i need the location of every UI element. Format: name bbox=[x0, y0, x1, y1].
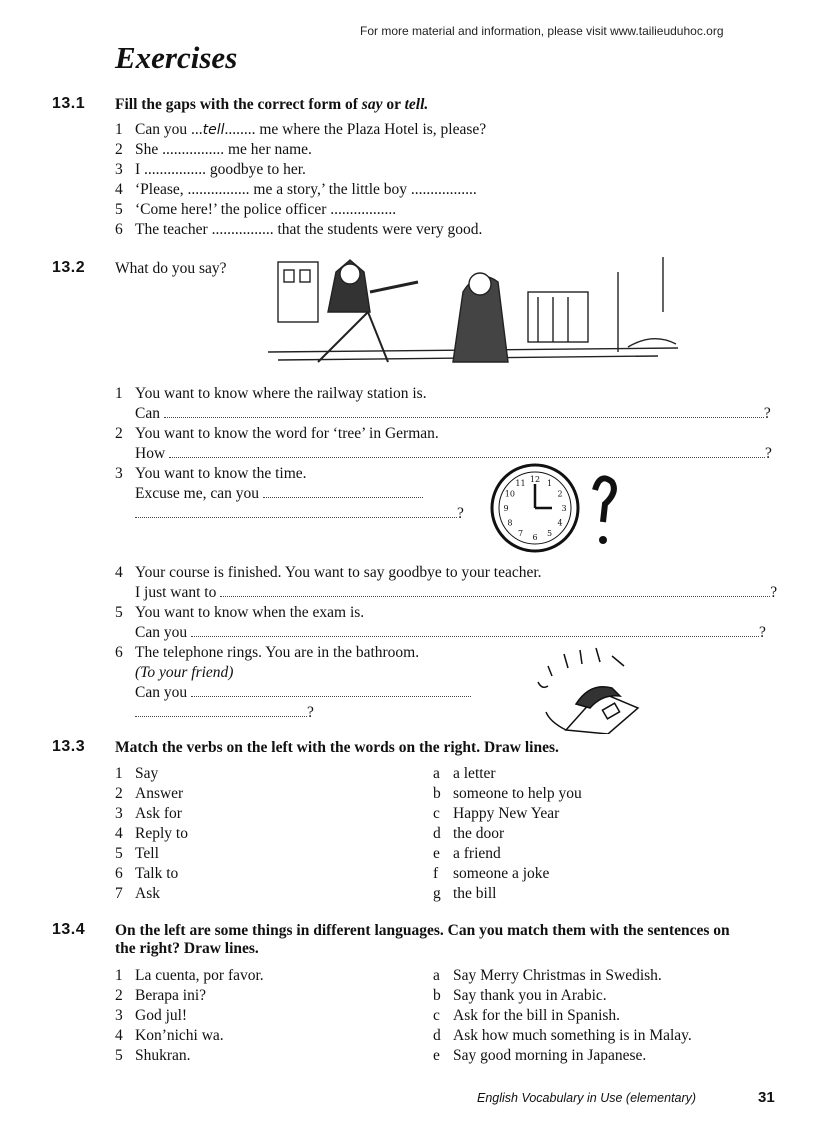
item-number: 5 bbox=[115, 1047, 123, 1064]
item-text: Ask how much something is in Malay. bbox=[453, 1027, 692, 1044]
item-number: 3 bbox=[115, 465, 123, 482]
list-item bbox=[115, 563, 785, 583]
clock-number: 4 bbox=[557, 518, 563, 528]
question-mark: ? bbox=[457, 505, 464, 522]
match-item-left[interactable] bbox=[115, 804, 188, 824]
item-question: You want to know the word for ‘tree’ in German. bbox=[135, 425, 439, 442]
answer-line-continued[interactable] bbox=[115, 703, 785, 723]
answer-blank[interactable] bbox=[169, 445, 765, 458]
item-letter: e bbox=[433, 1047, 440, 1064]
item-text: Talk to bbox=[135, 865, 179, 882]
match-item-left[interactable] bbox=[115, 844, 188, 864]
instruction-line-2: the right? Draw lines. bbox=[115, 940, 259, 957]
item-number: 3 bbox=[115, 805, 123, 822]
section-number-13-2: 13.2 bbox=[52, 259, 86, 276]
item-text: God jul! bbox=[135, 1007, 188, 1024]
answer-start: How bbox=[135, 445, 166, 462]
match-item-right[interactable] bbox=[433, 884, 582, 904]
or-word: or bbox=[382, 96, 405, 113]
clock-number: 3 bbox=[561, 504, 567, 513]
clock-number: 1 bbox=[546, 478, 553, 488]
item-text: Reply to bbox=[135, 825, 188, 842]
item-letter: a bbox=[433, 967, 440, 984]
item-letter: b bbox=[433, 987, 441, 1004]
match-item-left[interactable] bbox=[115, 986, 264, 1006]
item-number: 3 bbox=[115, 161, 123, 178]
item-text: Ask for bbox=[135, 805, 182, 822]
item-text: ‘Please, ................ me a story,’ the little boy ................. bbox=[135, 181, 477, 198]
answer-blank[interactable] bbox=[220, 584, 770, 597]
list-item bbox=[115, 603, 785, 623]
match-item-left[interactable] bbox=[115, 966, 264, 986]
section-13-2-items bbox=[115, 384, 785, 524]
item-question: You want to know where the railway station is. bbox=[135, 385, 427, 402]
item-text: Tell bbox=[135, 845, 159, 862]
clock-number: 7 bbox=[517, 529, 524, 539]
answer-line[interactable] bbox=[115, 683, 785, 703]
answer-line[interactable] bbox=[115, 583, 785, 603]
match-item-left[interactable] bbox=[115, 1046, 264, 1066]
item-number: 2 bbox=[115, 987, 123, 1004]
clock-illustration bbox=[490, 462, 620, 554]
match-item-left[interactable] bbox=[115, 1026, 264, 1046]
street-scene-illustration bbox=[258, 252, 688, 370]
item-letter: f bbox=[433, 865, 439, 882]
list-item bbox=[115, 120, 486, 140]
item-number: 3 bbox=[115, 1007, 123, 1024]
item-number: 2 bbox=[115, 785, 123, 802]
item-number: 6 bbox=[115, 221, 123, 238]
page-title: Exercises bbox=[115, 40, 238, 75]
section-number-13-3: 13.3 bbox=[52, 738, 86, 755]
match-item-right[interactable] bbox=[433, 864, 582, 884]
item-text: ‘Come here!’ the police officer ................. bbox=[135, 201, 397, 218]
question-mark: ? bbox=[763, 405, 771, 422]
item-number: 1 bbox=[115, 765, 123, 782]
match-item-left[interactable] bbox=[115, 1006, 264, 1026]
item-question: Your course is finished. You want to say goodbye to your teacher. bbox=[135, 564, 542, 581]
item-text: Can you ... bbox=[135, 121, 203, 138]
item-number: 1 bbox=[115, 967, 123, 984]
question-mark: ? bbox=[765, 445, 772, 462]
item-text: Berapa ini? bbox=[135, 987, 207, 1004]
match-right-column bbox=[433, 764, 582, 904]
section-13-1-items bbox=[115, 120, 486, 240]
item-number: 6 bbox=[115, 865, 123, 882]
match-item-right[interactable] bbox=[433, 1006, 692, 1026]
item-number: 7 bbox=[115, 885, 123, 902]
item-number: 4 bbox=[115, 1027, 123, 1044]
list-item bbox=[115, 464, 785, 484]
item-text: a friend bbox=[453, 845, 501, 862]
say-word: say bbox=[361, 96, 383, 113]
item-text: Say bbox=[135, 765, 159, 782]
item-letter: b bbox=[433, 785, 441, 802]
item-number: 4 bbox=[115, 564, 123, 581]
instruction-text: Fill the gaps with the correct form of bbox=[115, 96, 362, 113]
page-number: 31 bbox=[758, 1089, 775, 1106]
answer-line[interactable] bbox=[115, 484, 785, 504]
item-note: (To your friend) bbox=[135, 664, 234, 681]
tell-word: tell. bbox=[404, 96, 429, 113]
item-text: Shukran. bbox=[135, 1047, 191, 1064]
item-text: Ask bbox=[135, 885, 160, 902]
answer-blank[interactable] bbox=[191, 684, 471, 697]
list-item bbox=[115, 140, 486, 160]
handwritten-answer: tell bbox=[202, 122, 225, 138]
match-item-right[interactable] bbox=[433, 1046, 692, 1066]
item-letter: c bbox=[433, 1007, 440, 1024]
match-item-right[interactable] bbox=[433, 784, 582, 804]
list-item bbox=[115, 424, 785, 444]
item-number: 5 bbox=[115, 201, 123, 218]
item-number: 2 bbox=[115, 425, 123, 442]
answer-blank[interactable] bbox=[263, 485, 423, 498]
answer-start: Excuse me, can you bbox=[135, 485, 259, 502]
question-mark: ? bbox=[307, 704, 314, 721]
clock-number: 2 bbox=[557, 489, 563, 499]
answer-blank[interactable] bbox=[135, 505, 457, 518]
section-number-13-4: 13.4 bbox=[52, 921, 86, 938]
list-item bbox=[115, 200, 486, 220]
match-item-left[interactable] bbox=[115, 864, 188, 884]
item-question: The telephone rings. You are in the bathroom. bbox=[135, 644, 420, 661]
clock-number: 12 bbox=[529, 475, 541, 484]
item-text: the bill bbox=[453, 885, 497, 902]
item-text: I ................ goodbye to her. bbox=[135, 161, 306, 178]
answer-line[interactable] bbox=[115, 444, 785, 464]
list-item bbox=[115, 384, 785, 404]
clock-number: 9 bbox=[503, 504, 509, 513]
item-text: Say thank you in Arabic. bbox=[453, 987, 607, 1004]
item-text: someone to help you bbox=[453, 785, 582, 802]
match-item-left[interactable] bbox=[115, 764, 188, 784]
question-mark: ? bbox=[758, 624, 766, 641]
header-note: For more material and information, please visit www.tailieuduhoc.org bbox=[360, 24, 724, 38]
match-right-column-sentences bbox=[433, 966, 692, 1066]
section-13-2-items-lower bbox=[115, 563, 785, 723]
clock-number: 8 bbox=[507, 518, 513, 528]
item-text: Say good morning in Japanese. bbox=[453, 1047, 647, 1064]
item-letter: e bbox=[433, 845, 440, 862]
list-item bbox=[115, 220, 486, 240]
answer-line-continued[interactable] bbox=[115, 504, 785, 524]
match-item-right[interactable] bbox=[433, 966, 692, 986]
answer-blank[interactable] bbox=[191, 624, 759, 637]
match-item-left[interactable] bbox=[115, 784, 188, 804]
item-question: You want to know the time. bbox=[135, 465, 307, 482]
item-text: The teacher ................ that the students were very good. bbox=[135, 221, 483, 238]
match-item-right[interactable] bbox=[433, 844, 582, 864]
match-item-left[interactable] bbox=[115, 824, 188, 844]
section-13-3-instruction: Match the verbs on the left with the words on the right. Draw lines. bbox=[115, 739, 559, 756]
clock-number: 6 bbox=[532, 533, 538, 542]
item-number: 1 bbox=[115, 385, 123, 402]
match-item-right[interactable] bbox=[433, 986, 692, 1006]
match-item-right[interactable] bbox=[433, 824, 582, 844]
item-text-end: ........ me where the Plaza Hotel is, please? bbox=[224, 121, 487, 138]
item-number: 4 bbox=[115, 181, 123, 198]
item-text: Answer bbox=[135, 785, 184, 802]
item-text: Happy New Year bbox=[453, 805, 560, 822]
match-left-column-languages bbox=[115, 966, 264, 1066]
item-text: Kon’nichi wa. bbox=[135, 1027, 224, 1044]
answer-start: Can you bbox=[135, 624, 188, 641]
match-item-right[interactable] bbox=[433, 804, 582, 824]
item-letter: c bbox=[433, 805, 440, 822]
list-item bbox=[115, 643, 785, 663]
answer-start: Can you bbox=[135, 684, 188, 701]
item-number: 2 bbox=[115, 141, 123, 158]
section-number-13-1: 13.1 bbox=[52, 95, 86, 112]
item-text: She ................ me her name. bbox=[135, 141, 312, 158]
item-text: a letter bbox=[453, 765, 496, 782]
item-letter: d bbox=[433, 1027, 441, 1044]
item-text: La cuenta, por favor. bbox=[135, 967, 264, 984]
clock-number: 5 bbox=[546, 529, 553, 539]
match-item-right[interactable] bbox=[433, 1026, 692, 1046]
answer-line[interactable] bbox=[115, 404, 785, 424]
item-letter: d bbox=[433, 825, 441, 842]
footer-book-title: English Vocabulary in Use (elementary) bbox=[477, 1091, 697, 1105]
answer-blank[interactable] bbox=[135, 704, 307, 717]
item-number: 4 bbox=[115, 825, 123, 842]
item-text: Say Merry Christmas in Swedish. bbox=[453, 967, 662, 984]
section-13-4-instruction bbox=[115, 922, 795, 958]
answer-blank[interactable] bbox=[164, 405, 764, 418]
item-number: 1 bbox=[115, 121, 123, 138]
instruction-line-1: On the left are some things in different languages. Can you match them with the sentences on bbox=[115, 922, 730, 939]
item-letter: g bbox=[433, 885, 441, 902]
clock-number: 11 bbox=[515, 478, 526, 488]
telephone-illustration bbox=[520, 642, 660, 734]
match-left-column bbox=[115, 764, 188, 904]
item-text: the door bbox=[453, 825, 505, 842]
answer-line[interactable] bbox=[115, 623, 785, 643]
item-question: You want to know when the exam is. bbox=[135, 604, 365, 621]
question-mark: ? bbox=[770, 584, 778, 601]
match-item-right[interactable] bbox=[433, 764, 582, 784]
item-number: 5 bbox=[115, 845, 123, 862]
list-item bbox=[115, 160, 486, 180]
match-item-left[interactable] bbox=[115, 884, 188, 904]
answer-start: Can bbox=[135, 405, 160, 422]
answer-start: I just want to bbox=[135, 584, 217, 601]
item-text: someone a joke bbox=[453, 865, 550, 882]
item-letter: a bbox=[433, 765, 440, 782]
item-number: 5 bbox=[115, 604, 123, 621]
item-number: 6 bbox=[115, 644, 123, 661]
item-text: Ask for the bill in Spanish. bbox=[453, 1007, 621, 1024]
section-13-2-instruction: What do you say? bbox=[115, 260, 227, 277]
section-13-1-instruction bbox=[115, 96, 428, 114]
clock-number: 10 bbox=[504, 489, 515, 499]
list-item bbox=[115, 180, 486, 200]
